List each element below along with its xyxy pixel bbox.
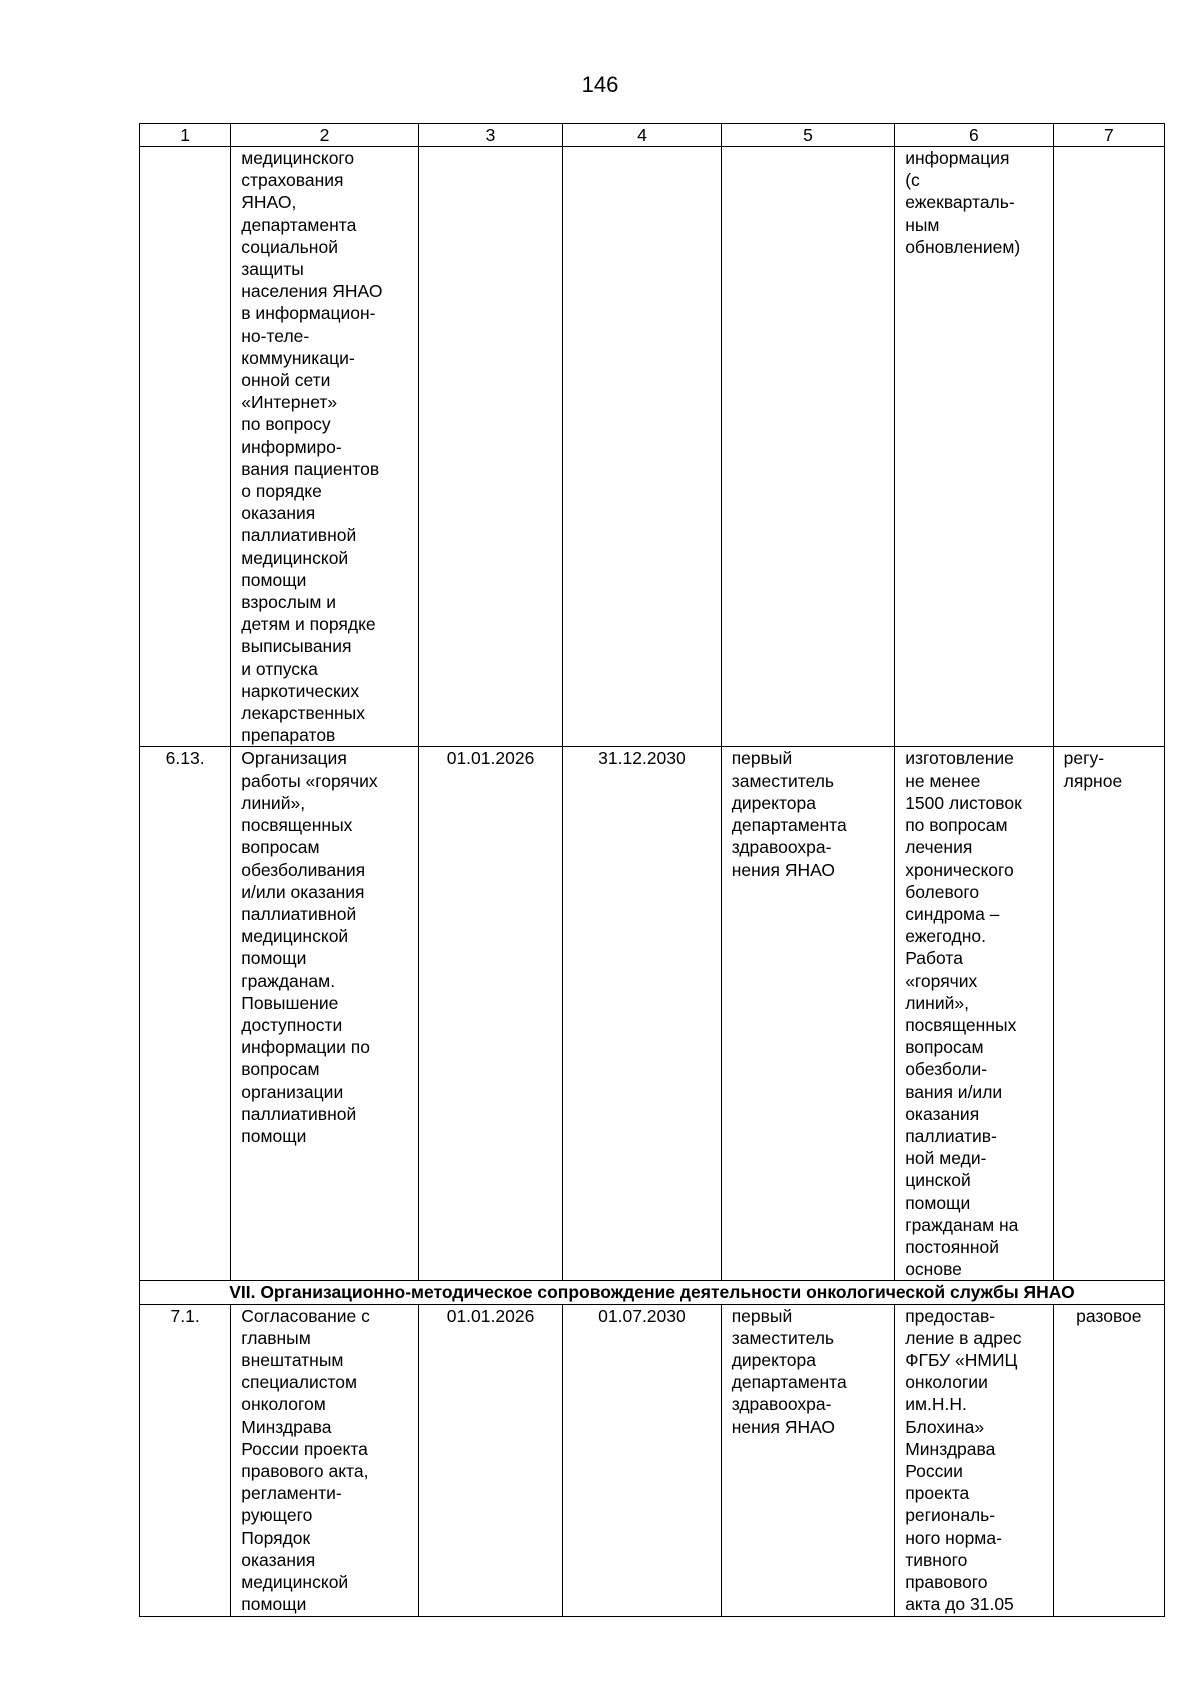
section-row: [140, 1281, 1165, 1304]
section-title: VII. Организационно-методическое сопровождение деятельности онкологической службы ЯНАО: [140, 1281, 1165, 1304]
result-cell: изготовление не менее 1500 листовок по вопросам лечения хронического болевого синдрома – ежегодно. Работа «горячих линий», посвященных вопросам обезболи- вания и/или оказания паллиатив- ной меди- цинской помощи гражданам на постоянной основе: [895, 747, 1053, 1281]
row-number-cell: 7.1.: [140, 1304, 231, 1616]
start-date-cell: 01.01.2026: [418, 747, 562, 1281]
event-cell: Согласование с главным внештатным специалистом онкологом Минздрава России проекта правового акта, регламенти- рующего Порядок оказания медицинской помощи: [231, 1304, 419, 1616]
type-cell: разовое: [1053, 1304, 1164, 1616]
responsible-cell: первый заместитель директора департамента здравоохра- нения ЯНАО: [721, 1304, 895, 1616]
header-cell-3: 3: [418, 124, 562, 147]
start-date-cell: [418, 147, 562, 747]
table-row: [140, 147, 1165, 747]
end-date-cell: [563, 147, 721, 747]
type-cell: [1053, 147, 1164, 747]
responsible-cell: первый заместитель директора департамента здравоохра- нения ЯНАО: [721, 747, 895, 1281]
header-cell-7: 7: [1053, 124, 1164, 147]
header-cell-2: 2: [231, 124, 419, 147]
header-cell-6: 6: [895, 124, 1053, 147]
table-row: [140, 1304, 1165, 1616]
header-cell-1: 1: [140, 124, 231, 147]
end-date-cell: 01.07.2030: [563, 1304, 721, 1616]
responsible-cell: [721, 147, 895, 747]
table-row: [140, 747, 1165, 1281]
row-number-cell: [140, 147, 231, 747]
end-date-cell: 31.12.2030: [563, 747, 721, 1281]
plan-table: [139, 123, 1165, 1617]
header-cell-4: 4: [563, 124, 721, 147]
result-cell: предостав- ление в адрес ФГБУ «НМИЦ онкологии им.Н.Н. Блохина» Минздрава России проекта региональ- ного норма- тивного правового акта до 31.05: [895, 1304, 1053, 1616]
header-cell-5: 5: [721, 124, 895, 147]
start-date-cell: 01.01.2026: [418, 1304, 562, 1616]
type-cell: регу- лярное: [1053, 747, 1164, 1281]
row-number-cell: 6.13.: [140, 747, 231, 1281]
event-cell: медицинского страхования ЯНАО, департамента социальной защиты населения ЯНАО в информацион- но-теле- коммуникаци- онной сети «Интернет» по вопросу информиро- вания пациентов о порядке оказания паллиативной медицинской помощи взрослым и детям и порядке выписывания и отпуска наркотических лекарственных препаратов: [231, 147, 419, 747]
event-cell: Организация работы «горячих линий», посвященных вопросам обезболивания и/или оказания паллиативной медицинской помощи гражданам. Повышение доступности информации по вопросам организации паллиативной помощи: [231, 747, 419, 1281]
page-number: 146: [581, 72, 619, 97]
header-row: [140, 124, 1165, 147]
result-cell: информация (с ежекварталь- ным обновлением): [895, 147, 1053, 747]
